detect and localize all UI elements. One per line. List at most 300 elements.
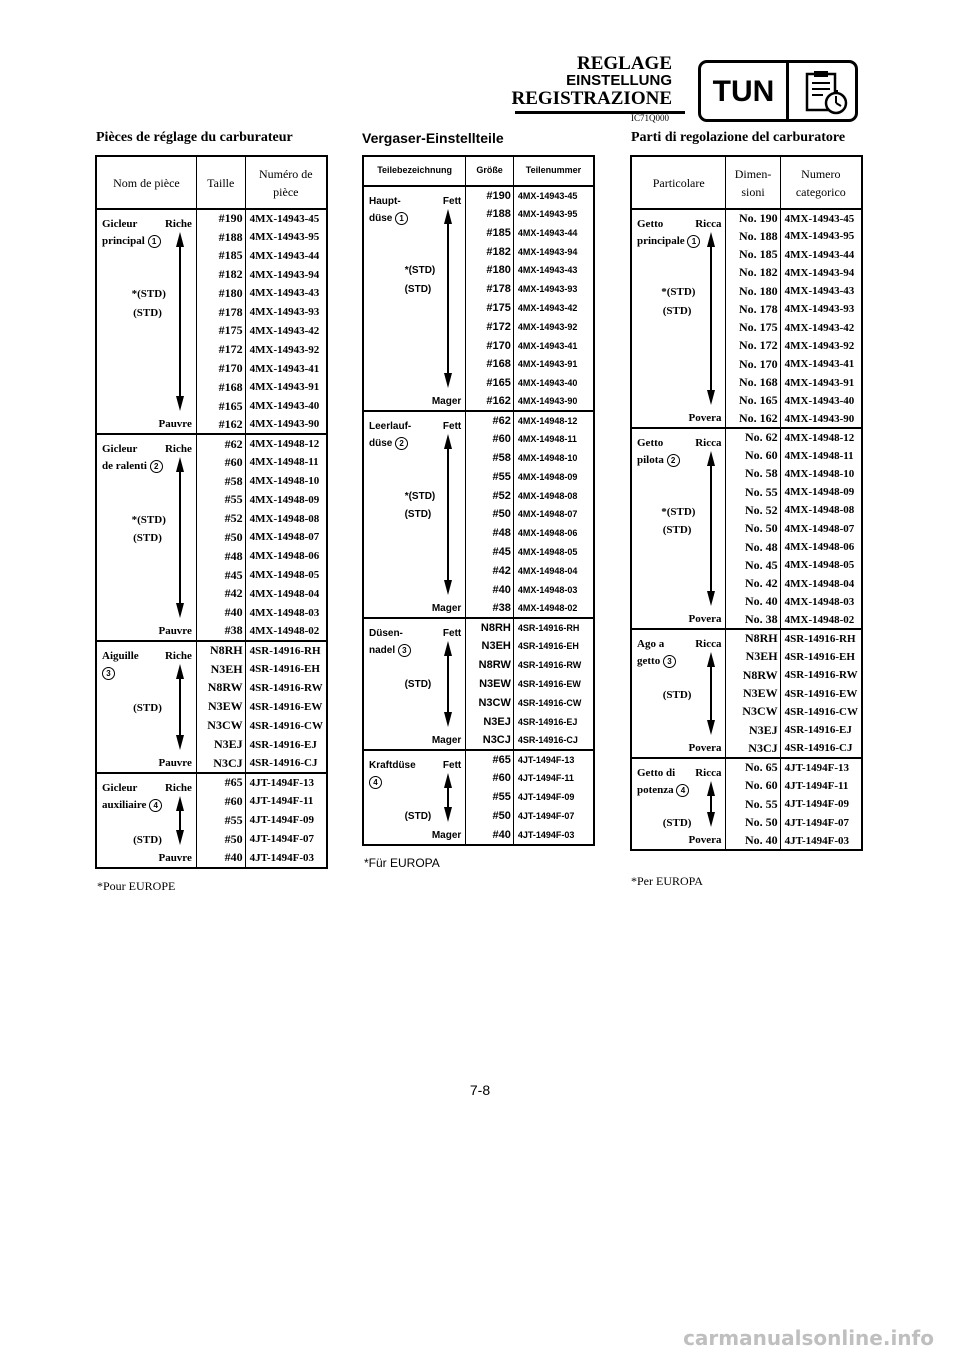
- size-cell: #55: [196, 491, 245, 510]
- part-number-cell: 4MX-14943-44: [513, 224, 594, 243]
- size-cell: #55: [196, 811, 245, 830]
- rich-lean-arrow: [176, 664, 184, 750]
- table-row: [363, 411, 594, 430]
- size-cell: N3CW: [466, 693, 514, 712]
- part-number-cell: 4MX-14948-04: [513, 561, 594, 580]
- rich-lean-arrow: [444, 209, 452, 388]
- part-number-cell: 4MX-14943-41: [245, 359, 327, 378]
- part-number-cell: 4SR-14916-RH: [513, 618, 594, 637]
- part-name: Gicleur: [102, 781, 138, 794]
- size-cell: N8RW: [726, 666, 780, 684]
- size-cell: N8RW: [466, 656, 514, 675]
- table-de: [362, 155, 595, 846]
- size-cell: #178: [466, 280, 514, 299]
- page-number: 7-8: [469, 1082, 491, 1098]
- size-cell: N8RH: [466, 618, 514, 637]
- size-cell: #40: [466, 580, 514, 599]
- part-number-cell: 4JT-1494F-07: [245, 830, 327, 849]
- part-number-cell: 4MX-14943-42: [245, 322, 327, 341]
- lean-label: Povera: [688, 412, 722, 425]
- part-name-cell: [631, 428, 726, 629]
- part-number-cell: 4MX-14943-93: [245, 303, 327, 322]
- part-number-cell: 4MX-14943-94: [245, 265, 327, 284]
- size-cell: #40: [196, 849, 245, 868]
- size-cell: N3EH: [196, 660, 245, 679]
- size-cell: #60: [466, 430, 514, 449]
- part-number-cell: 4MX-14943-93: [513, 280, 594, 299]
- size-cell: No. 65: [726, 758, 780, 777]
- lean-label: Mager: [431, 602, 462, 614]
- size-cell: #45: [466, 543, 514, 562]
- size-cell: No. 178: [726, 300, 780, 318]
- size-cell: #165: [196, 397, 245, 416]
- part-number-cell: 4MX-14948-10: [513, 449, 594, 468]
- table-row: [363, 750, 594, 769]
- part-number-cell: 4MX-14943-92: [780, 337, 862, 355]
- std-label-europe: *(STD): [661, 286, 696, 299]
- table-row: [96, 641, 327, 660]
- section-tab: [698, 60, 858, 122]
- std-label: (STD): [133, 307, 162, 319]
- carb-parts-table: [95, 155, 328, 869]
- part-number-cell: 4SR-14916-EJ: [513, 712, 594, 731]
- column-header: Teilenummer: [513, 156, 594, 186]
- part-name-cell: [96, 209, 196, 434]
- table-row: [631, 428, 862, 446]
- size-cell: #50: [466, 807, 514, 826]
- size-cell: No. 168: [726, 373, 780, 391]
- size-cell: #185: [196, 247, 245, 266]
- std-label: (STD): [404, 810, 432, 822]
- part-name-cell: [363, 186, 466, 411]
- part-number-cell: 4SR-14916-EH: [245, 660, 327, 679]
- part-number-cell: 4SR-14916-EH: [513, 637, 594, 656]
- size-cell: No. 38: [726, 611, 780, 629]
- callout-number: 3: [663, 655, 676, 668]
- size-cell: #48: [196, 547, 245, 566]
- size-cell: N3EW: [726, 684, 780, 702]
- size-cell: #65: [196, 773, 245, 792]
- part-number-cell: 4JT-1494F-03: [513, 826, 594, 845]
- part-number-cell: 4MX-14943-95: [245, 228, 327, 247]
- size-cell: #60: [196, 453, 245, 472]
- table-fr: [95, 155, 328, 869]
- size-cell: No. 162: [726, 410, 780, 428]
- callout-number: 2: [150, 460, 163, 473]
- rich-lean-arrow: [707, 652, 715, 735]
- std-label: (STD): [133, 532, 162, 545]
- part-number-cell: 4SR-14916-CW: [513, 693, 594, 712]
- size-cell: N3CW: [196, 716, 245, 735]
- part-name-cont: düse: [369, 213, 393, 224]
- part-name: Leerlauf-: [369, 421, 412, 433]
- size-cell: No. 40: [726, 832, 780, 851]
- part-name-cont: nadel: [369, 644, 396, 656]
- size-cell: No. 190: [726, 209, 780, 227]
- size-cell: N3EW: [466, 674, 514, 693]
- lean-label: Pauvre: [158, 418, 192, 431]
- std-label-europe: *(STD): [404, 490, 436, 502]
- size-cell: N3CJ: [726, 740, 780, 758]
- std-label-europe: *(STD): [404, 265, 436, 277]
- part-number-cell: 4MX-14948-06: [245, 547, 327, 566]
- std-label: (STD): [662, 523, 692, 536]
- std-label: (STD): [662, 304, 692, 317]
- part-name-cell: [631, 758, 726, 851]
- part-number-cell: 4SR-14916-RW: [513, 656, 594, 675]
- size-cell: #180: [196, 284, 245, 303]
- part-number-cell: 4SR-14916-CW: [780, 703, 862, 721]
- size-cell: #65: [466, 750, 514, 769]
- part-name: Getto: [637, 218, 664, 230]
- header-title-it: REGISTRAZIONE: [511, 88, 672, 109]
- part-number-cell: 4MX-14943-41: [513, 336, 594, 355]
- std-label: (STD): [662, 688, 692, 701]
- part-number-cell: 4SR-14916-CJ: [780, 740, 862, 758]
- part-number-cell: 4MX-14948-12: [245, 434, 327, 453]
- part-number-cell: 4MX-14948-04: [780, 574, 862, 592]
- part-number-cell: 4MX-14948-03: [780, 593, 862, 611]
- size-cell: #182: [466, 242, 514, 261]
- rich-label: Riche: [164, 218, 192, 230]
- size-cell: #188: [466, 205, 514, 224]
- size-cell: No. 55: [726, 483, 780, 501]
- part-number-cell: 4JT-1494F-03: [245, 849, 327, 868]
- part-number-cell: 4MX-14943-43: [780, 282, 862, 300]
- section-code: IC71Q000: [631, 113, 669, 123]
- part-number-cell: 4MX-14943-42: [513, 299, 594, 318]
- lean-label: Povera: [688, 741, 722, 754]
- size-cell: #175: [466, 299, 514, 318]
- part-number-cell: 4JT-1494F-11: [245, 792, 327, 811]
- part-name-cont: principale: [637, 235, 685, 247]
- callout-number: 4: [369, 776, 382, 789]
- callout-number: 4: [676, 784, 689, 797]
- part-number-cell: 4JT-1494F-07: [513, 807, 594, 826]
- rich-label: Riche: [164, 443, 192, 456]
- table-row: [363, 618, 594, 637]
- part-number-cell: 4MX-14943-91: [513, 355, 594, 374]
- size-cell: #168: [196, 378, 245, 397]
- size-cell: #62: [466, 411, 514, 430]
- std-label-europe: *(STD): [661, 505, 696, 518]
- rich-label: Fett: [442, 759, 462, 771]
- size-cell: No. 45: [726, 556, 780, 574]
- size-cell: #50: [466, 505, 514, 524]
- table-row: [96, 773, 327, 792]
- part-name-cont: potenza: [637, 783, 674, 796]
- part-number-cell: 4MX-14948-08: [780, 501, 862, 519]
- size-cell: N3CW: [726, 703, 780, 721]
- std-label: (STD): [404, 509, 432, 521]
- part-number-cell: 4MX-14948-05: [780, 556, 862, 574]
- part-name-cont: pilota: [637, 454, 664, 467]
- part-number-cell: 4JT-1494F-13: [780, 758, 862, 777]
- part-number-cell: 4MX-14943-43: [245, 284, 327, 303]
- size-cell: N8RW: [196, 679, 245, 698]
- part-number-cell: 4SR-14916-EJ: [780, 721, 862, 739]
- size-cell: #162: [466, 392, 514, 411]
- column-header: Numero categorico: [780, 156, 862, 209]
- size-cell: N3EJ: [196, 735, 245, 754]
- part-name: Ago a: [637, 638, 665, 651]
- part-number-cell: 4MX-14948-09: [245, 491, 327, 510]
- size-cell: No. 50: [726, 813, 780, 832]
- std-label: (STD): [662, 817, 692, 830]
- column-header: Particolare: [631, 156, 726, 209]
- callout-number: 1: [687, 235, 700, 248]
- clipboard-stopwatch-icon: [801, 68, 851, 116]
- part-name-cell: [363, 411, 466, 618]
- part-name: Getto di: [637, 766, 676, 779]
- part-number-cell: 4MX-14943-43: [513, 261, 594, 280]
- part-number-cell: 4MX-14943-42: [780, 319, 862, 337]
- size-cell: #188: [196, 228, 245, 247]
- size-cell: #190: [466, 186, 514, 205]
- size-cell: N3CJ: [196, 754, 245, 773]
- size-cell: #40: [466, 826, 514, 845]
- part-name: Haupt-: [369, 196, 401, 207]
- size-cell: N8RH: [196, 641, 245, 660]
- lean-label: Mager: [431, 829, 462, 841]
- part-number-cell: 4JT-1494F-09: [513, 788, 594, 807]
- size-cell: No. 58: [726, 465, 780, 483]
- rich-label: Ricca: [695, 218, 722, 230]
- size-cell: #48: [466, 524, 514, 543]
- rich-lean-arrow: [707, 781, 715, 828]
- size-cell: N3CJ: [466, 731, 514, 750]
- part-number-cell: 4MX-14943-94: [513, 242, 594, 261]
- rich-lean-arrow: [707, 451, 715, 606]
- part-number-cell: 4JT-1494F-09: [245, 811, 327, 830]
- part-number-cell: 4SR-14916-CW: [245, 716, 327, 735]
- size-cell: No. 42: [726, 574, 780, 592]
- header-title-fr: REGLAGE: [576, 53, 672, 74]
- column-header: Dimen- sioni: [726, 156, 780, 209]
- part-name: Aiguille: [102, 649, 139, 662]
- lean-label: Pauvre: [158, 756, 192, 769]
- part-number-cell: 4SR-14916-RH: [245, 641, 327, 660]
- callout-number: 3: [102, 667, 115, 680]
- part-name-cont: düse: [369, 438, 393, 450]
- size-cell: No. 170: [726, 355, 780, 373]
- std-label: (STD): [133, 701, 162, 714]
- table-it: [630, 155, 863, 851]
- part-number-cell: 4MX-14943-92: [245, 340, 327, 359]
- size-cell: #38: [466, 599, 514, 618]
- part-name-cont: getto: [637, 655, 661, 668]
- rich-label: Fett: [442, 196, 462, 207]
- part-number-cell: 4MX-14943-45: [513, 186, 594, 205]
- part-number-cell: 4MX-14943-95: [513, 205, 594, 224]
- part-number-cell: 4MX-14948-02: [780, 611, 862, 629]
- part-number-cell: 4MX-14943-93: [780, 300, 862, 318]
- part-number-cell: 4MX-14948-11: [245, 453, 327, 472]
- size-cell: N3EH: [466, 637, 514, 656]
- size-cell: #180: [466, 261, 514, 280]
- part-number-cell: 4JT-1494F-11: [780, 776, 862, 795]
- std-label: (STD): [133, 833, 162, 846]
- size-cell: #55: [466, 468, 514, 487]
- table-row: [363, 186, 594, 205]
- column-header: Numéro de pièce: [245, 156, 327, 209]
- rich-label: Fett: [442, 421, 462, 433]
- size-cell: #42: [466, 561, 514, 580]
- part-number-cell: 4JT-1494F-07: [780, 813, 862, 832]
- part-name: Gicleur: [102, 218, 138, 230]
- part-number-cell: 4MX-14948-05: [513, 543, 594, 562]
- part-number-cell: 4SR-14916-EH: [780, 648, 862, 666]
- rich-lean-arrow: [176, 457, 184, 618]
- size-cell: #168: [466, 355, 514, 374]
- part-number-cell: 4MX-14948-08: [245, 509, 327, 528]
- part-number-cell: 4MX-14948-06: [513, 524, 594, 543]
- std-label: (STD): [404, 678, 432, 690]
- part-number-cell: 4MX-14948-10: [245, 472, 327, 491]
- callout-number: 1: [148, 235, 161, 248]
- title-fr: Pièces de réglage du carburateur: [96, 130, 293, 145]
- size-cell: No. 172: [726, 337, 780, 355]
- part-number-cell: 4SR-14916-RW: [245, 679, 327, 698]
- rich-label: Fett: [442, 627, 462, 639]
- size-cell: No. 52: [726, 501, 780, 519]
- part-name-cell: [96, 773, 196, 868]
- part-number-cell: 4SR-14916-EW: [245, 697, 327, 716]
- part-number-cell: 4MX-14948-12: [780, 428, 862, 446]
- size-cell: #190: [196, 209, 245, 228]
- size-cell: No. 188: [726, 227, 780, 245]
- size-cell: No. 55: [726, 795, 780, 814]
- size-cell: No. 60: [726, 776, 780, 795]
- size-cell: #38: [196, 622, 245, 641]
- part-number-cell: 4MX-14948-05: [245, 566, 327, 585]
- section-tab-label: TUN: [712, 75, 775, 108]
- part-number-cell: 4MX-14943-41: [780, 355, 862, 373]
- part-number-cell: 4MX-14943-90: [513, 392, 594, 411]
- part-number-cell: 4MX-14948-07: [780, 520, 862, 538]
- size-cell: No. 180: [726, 282, 780, 300]
- part-number-cell: 4MX-14943-45: [780, 209, 862, 227]
- carb-parts-table: [630, 155, 863, 851]
- part-number-cell: 4MX-14943-94: [780, 264, 862, 282]
- table-row: [96, 209, 327, 228]
- column-header: Größe: [466, 156, 514, 186]
- size-cell: #52: [466, 486, 514, 505]
- callout-number: 4: [149, 799, 162, 812]
- size-cell: No. 40: [726, 593, 780, 611]
- lean-label: Pauvre: [158, 851, 192, 864]
- rich-label: Ricca: [695, 766, 722, 779]
- callout-number: 2: [395, 437, 408, 450]
- part-number-cell: 4MX-14943-44: [780, 246, 862, 264]
- part-name-cell: [631, 209, 726, 428]
- size-cell: #162: [196, 415, 245, 434]
- part-number-cell: 4SR-14916-EW: [513, 674, 594, 693]
- std-label: (STD): [404, 284, 432, 295]
- part-number-cell: 4JT-1494F-13: [245, 773, 327, 792]
- size-cell: No. 182: [726, 264, 780, 282]
- part-number-cell: 4JT-1494F-11: [513, 769, 594, 788]
- rich-lean-arrow: [444, 641, 452, 727]
- part-number-cell: 4MX-14943-45: [245, 209, 327, 228]
- column-header: Taille: [196, 156, 245, 209]
- size-cell: No. 48: [726, 538, 780, 556]
- part-number-cell: 4MX-14948-09: [780, 483, 862, 501]
- rich-lean-arrow: [444, 434, 452, 595]
- part-name-cell: [363, 750, 466, 845]
- part-name-cont: de ralenti: [102, 460, 147, 473]
- part-number-cell: 4MX-14948-06: [780, 538, 862, 556]
- part-number-cell: 4MX-14943-40: [245, 397, 327, 416]
- part-number-cell: 4MX-14948-03: [513, 580, 594, 599]
- size-cell: #58: [196, 472, 245, 491]
- part-number-cell: 4MX-14948-11: [780, 446, 862, 464]
- part-name-cont: principal: [102, 235, 145, 247]
- size-cell: #58: [466, 449, 514, 468]
- size-cell: No. 185: [726, 246, 780, 264]
- part-name: Getto: [637, 437, 664, 450]
- size-cell: #170: [466, 336, 514, 355]
- rich-lean-arrow: [176, 796, 184, 845]
- header-title-de: EINSTELLUNG: [566, 72, 672, 89]
- part-number-cell: 4MX-14943-44: [245, 247, 327, 266]
- part-number-cell: 4SR-14916-RW: [780, 666, 862, 684]
- rich-label: Ricca: [695, 437, 722, 450]
- part-number-cell: 4MX-14943-90: [245, 415, 327, 434]
- size-cell: No. 50: [726, 520, 780, 538]
- footnote-de: *Für EUROPA: [364, 856, 440, 870]
- watermark: carmanualsonline.info: [683, 1326, 934, 1350]
- rich-label: Riche: [164, 649, 192, 662]
- part-number-cell: 4MX-14943-91: [245, 378, 327, 397]
- part-number-cell: 4JT-1494F-13: [513, 750, 594, 769]
- part-name-cont: auxiliaire: [102, 798, 147, 811]
- size-cell: #172: [196, 340, 245, 359]
- part-name: Kraftdüse: [369, 759, 416, 771]
- lean-label: Povera: [688, 613, 722, 626]
- part-name-cell: [631, 629, 726, 758]
- footnote-fr: *Pour EUROPE: [97, 879, 176, 893]
- lean-label: Mager: [431, 734, 462, 746]
- rich-lean-arrow: [444, 773, 452, 822]
- callout-number: 1: [395, 212, 408, 225]
- part-number-cell: 4MX-14948-03: [245, 603, 327, 622]
- lean-label: Mager: [431, 396, 462, 408]
- rich-lean-arrow: [707, 232, 715, 405]
- part-number-cell: 4SR-14916-CJ: [513, 731, 594, 750]
- part-number-cell: 4MX-14948-02: [513, 599, 594, 618]
- size-cell: N3EJ: [466, 712, 514, 731]
- table-row: [631, 209, 862, 227]
- size-cell: #45: [196, 566, 245, 585]
- part-name: Düsen-: [369, 627, 403, 639]
- part-number-cell: 4SR-14916-EJ: [245, 735, 327, 754]
- part-number-cell: 4MX-14943-40: [780, 392, 862, 410]
- part-number-cell: 4MX-14943-95: [780, 227, 862, 245]
- std-label-europe: *(STD): [131, 288, 166, 301]
- size-cell: No. 175: [726, 319, 780, 337]
- size-cell: N3EW: [196, 697, 245, 716]
- carb-parts-table: [362, 155, 595, 846]
- part-number-cell: 4SR-14916-EW: [780, 684, 862, 702]
- table-row: [631, 629, 862, 647]
- table-row: [96, 434, 327, 453]
- size-cell: #182: [196, 265, 245, 284]
- size-cell: #172: [466, 317, 514, 336]
- lean-label: Povera: [688, 834, 722, 847]
- size-cell: #42: [196, 584, 245, 603]
- title-it: Parti di regolazione del carburatore: [631, 130, 846, 145]
